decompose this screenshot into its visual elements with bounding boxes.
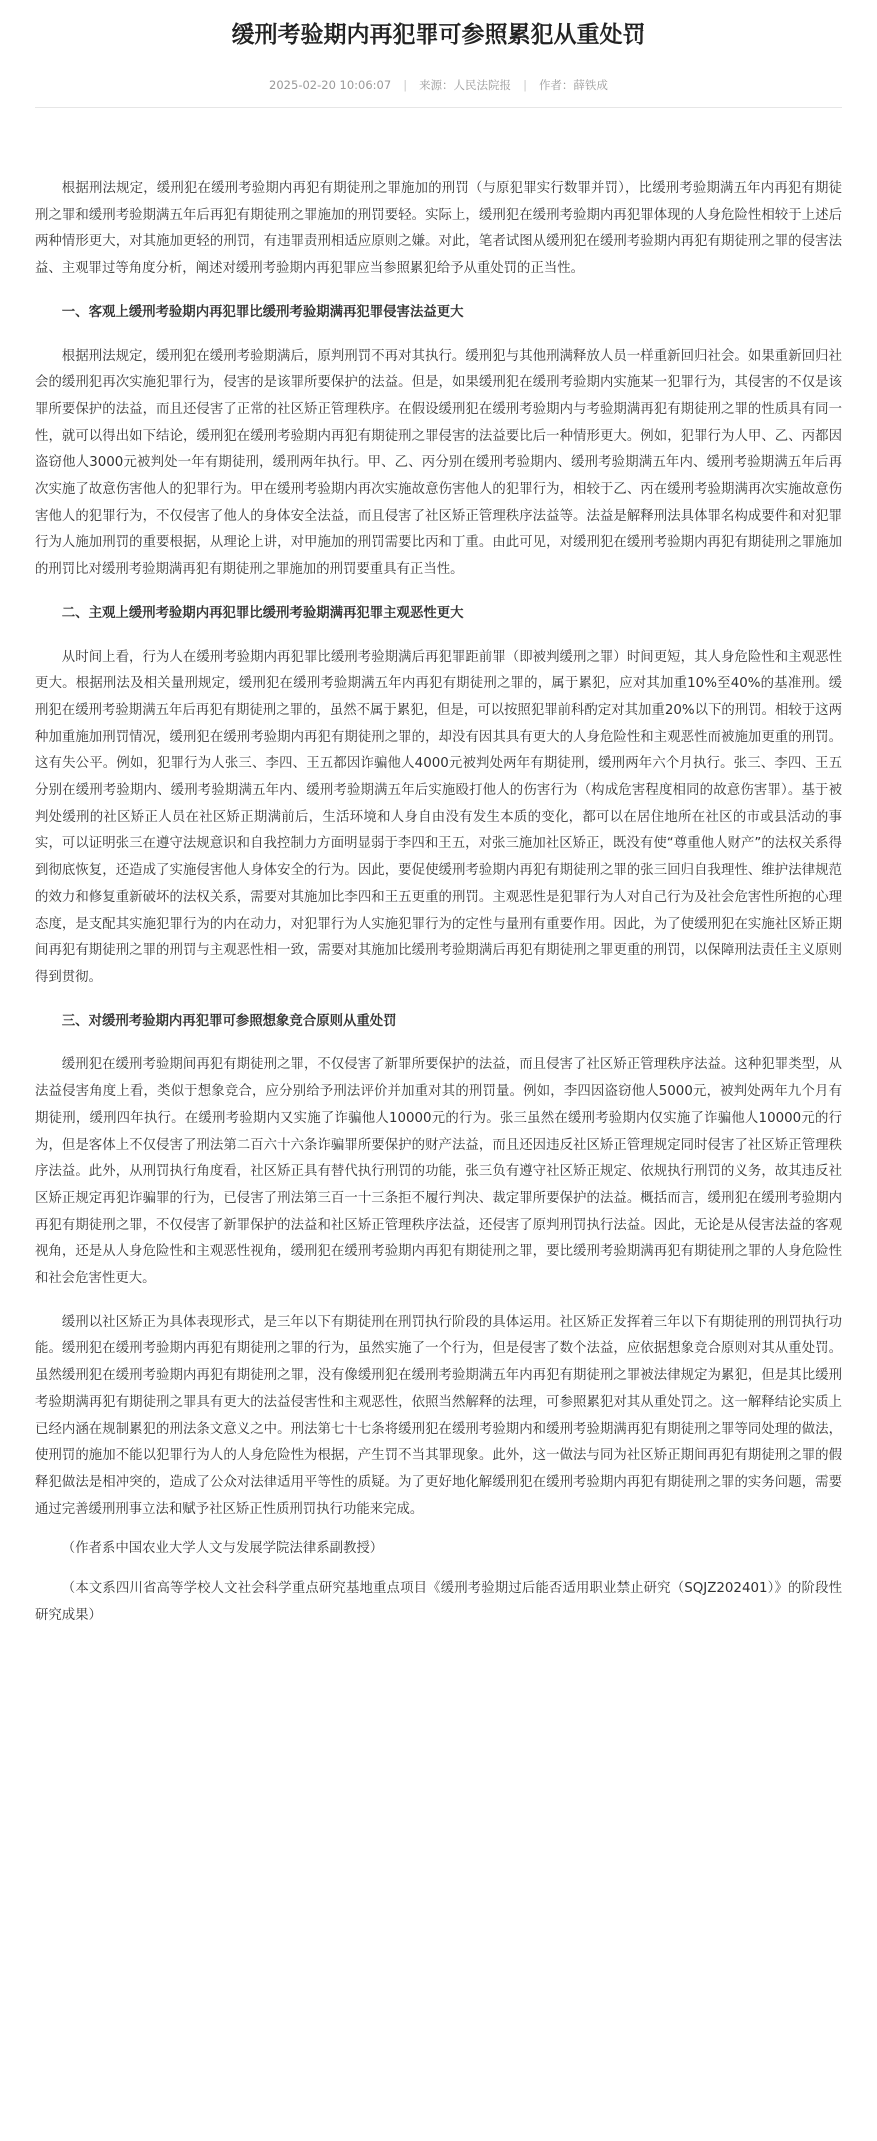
article-source: 来源：人民法院报	[419, 78, 512, 92]
section-heading: 二、主观上缓刑考验期内再犯罪比缓刑考验期满再犯罪主观恶性更大	[61, 605, 464, 621]
funding-note: （本文系四川省高等学校人文社会科学重点研究基地重点项目《缓刑考验期过后能否适用职业禁止研究（SQJZ202401）》的阶段性研究成果）	[35, 1581, 842, 1623]
article-body	[35, 176, 842, 1629]
publish-datetime: 2025-02-20 10:06:07	[269, 78, 392, 92]
body-paragraph: 缓刑犯在缓刑考验期间再犯有期徒刑之罪，不仅侵害了新罪所要保护的法益，而且侵害了社区矫正管理秩序法益。这种犯罪类型，从法益侵害角度上看，类似于想象竞合，应分别给予刑法评价并加重对其的刑罚量。例如，李四因盗窃他人5000元，被判处两年九个月有期徒刑，缓刑四年执行。在缓刑考验期内又实施了诈骗他人10000元的行为。张三虽然在缓刑考验期内仅实施了诈骗他人10000元的行为，但是客体上不仅侵害了刑法第二百六十六条诈骗罪所要保护的财产法益，而且还因违反社区矫正管理规定同时侵害了社区矫正管理秩序法益。此外，从刑罚执行角度看，社区矫正具有替代执行刑罚的功能，张三负有遵守社区矫正规定、依规执行刑罚的义务，故其违反社区矫正规定再犯诈骗罪的行为，已侵害了刑法第三百一十三条拒不履行判决、裁定罪所要保护的法益。概括而言，缓刑犯在缓刑考验期内再犯有期徒刑之罪，不仅侵害了新罪保护的法益和社区矫正管理秩序法益，还侵害了原判刑罚执行法益。因此，无论是从侵害法益的客观视角，还是从人身危险性和主观恶性视角，缓刑犯在缓刑考验期内再犯有期徒刑之罪，要比缓刑考验期满再犯有期徒刑之罪的人身危险性和社会危害性更大。	[35, 1057, 842, 1287]
meta-separator: |	[403, 78, 408, 92]
body-paragraph: 从时间上看，行为人在缓刑考验期内再犯罪比缓刑考验期满后再犯罪距前罪（即被判缓刑之罪）时间更短，其人身危险性和主观恶性更大。根据刑法及相关量刑规定，缓刑犯在缓刑考验期满五年内再犯有期徒刑之罪的，属于累犯，应对其加重10%至40%的基准刑。缓刑犯在缓刑考验期满五年后再犯有期徒刑之罪的，虽然不属于累犯，但是，可以按照犯罪前科酌定对其加重20%以下的刑罚。相较于这两种加重施加刑罚情况，缓刑犯在缓刑考验期内再犯有期徒刑之罪的，却没有因其具有更大的人身危险性和主观恶性而被施加更重的刑罚。这有失公平。例如，犯罪行为人张三、李四、王五都因诈骗他人4000元被判处两年有期徒刑，缓刑两年六个月执行。张三、李四、王五分别在缓刑考验期内、缓刑考验期满五年内、缓刑考验期满五年后实施殴打他人的伤害行为（构成危害程度相同的故意伤害罪）。基于被判处缓刑的社区矫正人员在社区矫正期满前后，生活环境和人身自由没有发生本质的变化，都可以在居住地所在社区的市或县活动的事实，可以证明张三在遵守法规意识和自我控制力方面明显弱于李四和王五，对张三施加社区矫正，既没有使“尊重他人财产”的法权关系得到彻底恢复，还造成了实施侵害他人身体安全的行为。因此，要促使缓刑考验期内再犯有期徒刑之罪的张三回归自我理性、维护法律规范的效力和修复重新破坏的法权关系，需要对其施加比李四和王五更重的刑罚。主观恶性是犯罪行为人对自己行为及社会危害性所抱的心理态度，是支配其实施犯罪行为的内在动力，对犯罪行为人实施犯罪行为的定性与量刑有重要作用。因此，为了使缓刑犯在实施社区矫正期间再犯有期徒刑之罪的刑罚与主观恶性相一致，需要对其施加比缓刑考验期满后再犯有期徒刑之罪更重的刑罚，以保障刑法责任主义原则得到贯彻。	[35, 649, 842, 985]
author-note: （作者系中国农业大学人文与发展学院法律系副教授）	[61, 1541, 384, 1557]
meta-separator: |	[523, 78, 527, 92]
body-paragraph: 根据刑法规定，缓刑犯在缓刑考验期满后，原判刑罚不再对其执行。缓刑犯与其他刑满释放人员一样重新回归社会。如果重新回归社会的缓刑犯再次实施犯罪行为，侵害的是该罪所要保护的法益。但是，如果缓刑犯在缓刑考验期内实施某一犯罪行为，其侵害的不仅是该罪所要保护的法益，而且还侵害了正常的社区矫正管理秩序。在假设缓刑犯在缓刑考验期内与考验期满再犯有期徒刑之罪的性质具有同一性，就可以得出如下结论，缓刑犯在缓刑考验期内再犯有期徒刑之罪侵害的法益要比后一种情形更大。例如，犯罪行为人甲、乙、丙都因盗窃他人3000元被判处一年有期徒刑，缓刑两年执行。甲、乙、丙分别在缓刑考验期内、缓刑考验期满五年内、缓刑考验期满五年后再次实施了故意伤害他人的犯罪行为。甲在缓刑考验期内再次实施故意伤害他人的犯罪行为，相较于乙、丙在缓刑考验期满再次实施故意伤害他人的犯罪行为，不仅侵害了他人的身体安全法益，而且侵害了社区矫正管理秩序法益等。法益是解释刑法具体罪名构成要件和对犯罪行为人施加刑罚的重要根据，从理论上讲，对甲施加的刑罚需要比丙和丁重。由此可见，对缓刑犯在缓刑考验期内再犯有期徒刑之罪施加的刑罚比对缓刑考验期满再犯有期徒刑之罪施加的刑罚要重具有正当性。	[35, 348, 842, 578]
section-heading: 一、客观上缓刑考验期内再犯罪比缓刑考验期满再犯罪侵害法益更大	[61, 304, 464, 320]
article-author: 作者：薛铁成	[538, 78, 608, 92]
body-paragraph: 缓刑以社区矫正为具体表现形式，是三年以下有期徒刑在刑罚执行阶段的具体运用。社区矫正发挥着三年以下有期徒刑的刑罚执行功能。缓刑犯在缓刑考验期内再犯有期徒刑之罪的行为，虽然实施了一个行为，但是侵害了数个法益，应依据想象竞合原则对其从重处罚。虽然缓刑犯在缓刑考验期内再犯有期徒刑之罪，没有像缓刑犯在缓刑考验期满五年内再犯有期徒刑之罪被法律规定为累犯，但是其比缓刑考验期满再犯有期徒刑之罪具有更大的法益侵害性和主观恶性，依照当然解释的法理，可参照累犯对其从重处罚之。这一解释结论实质上已经内涵在规制累犯的刑法条文意义之中。刑法第七十七条将缓刑犯在缓刑考验期内和缓刑考验期满再犯有期徒刑之罪等同处理的做法，使刑罚的施加不能以犯罪行为人的人身危险性为根据，产生罚不当其罪现象。此外，这一做法与同为社区矫正期间再犯有期徒刑之罪的假释犯做法是相冲突的，造成了公众对法律适用平等性的质疑。为了更好地化解缓刑犯在缓刑考验期内再犯有期徒刑之罪的实务问题，需要通过完善缓刑刑事立法和赋予社区矫正性质刑罚执行功能来完成。	[35, 1314, 842, 1517]
article-title: 缓刑考验期内再犯罪可参照累犯从重处罚	[231, 22, 646, 48]
title-divider	[35, 107, 842, 108]
article-meta	[35, 76, 842, 94]
section-heading: 三、对缓刑考验期内再犯罪可参照想象竞合原则从重处罚	[61, 1013, 397, 1029]
intro-paragraph: 根据刑法规定，缓刑犯在缓刑考验期内再犯有期徒刑之罪施加的刑罚（与原犯罪实行数罪并罚），比缓刑考验期满五年内再犯有期徒刑之罪和缓刑考验期满五年后再犯有期徒刑之罪施加的刑罚要轻。实际上，缓刑犯在缓刑考验期内再犯罪体现的人身危险性相较于上述后两种情形更大，对其施加更轻的刑罚，有违罪责刑相适应原则之嫌。对此，笔者试图从缓刑犯在缓刑考验期内再犯有期徒刑之罪的侵害法益、主观罪过等角度分析，阐述对缓刑考验期内再犯罪应当参照累犯给予从重处罚的正当性。	[35, 181, 842, 277]
